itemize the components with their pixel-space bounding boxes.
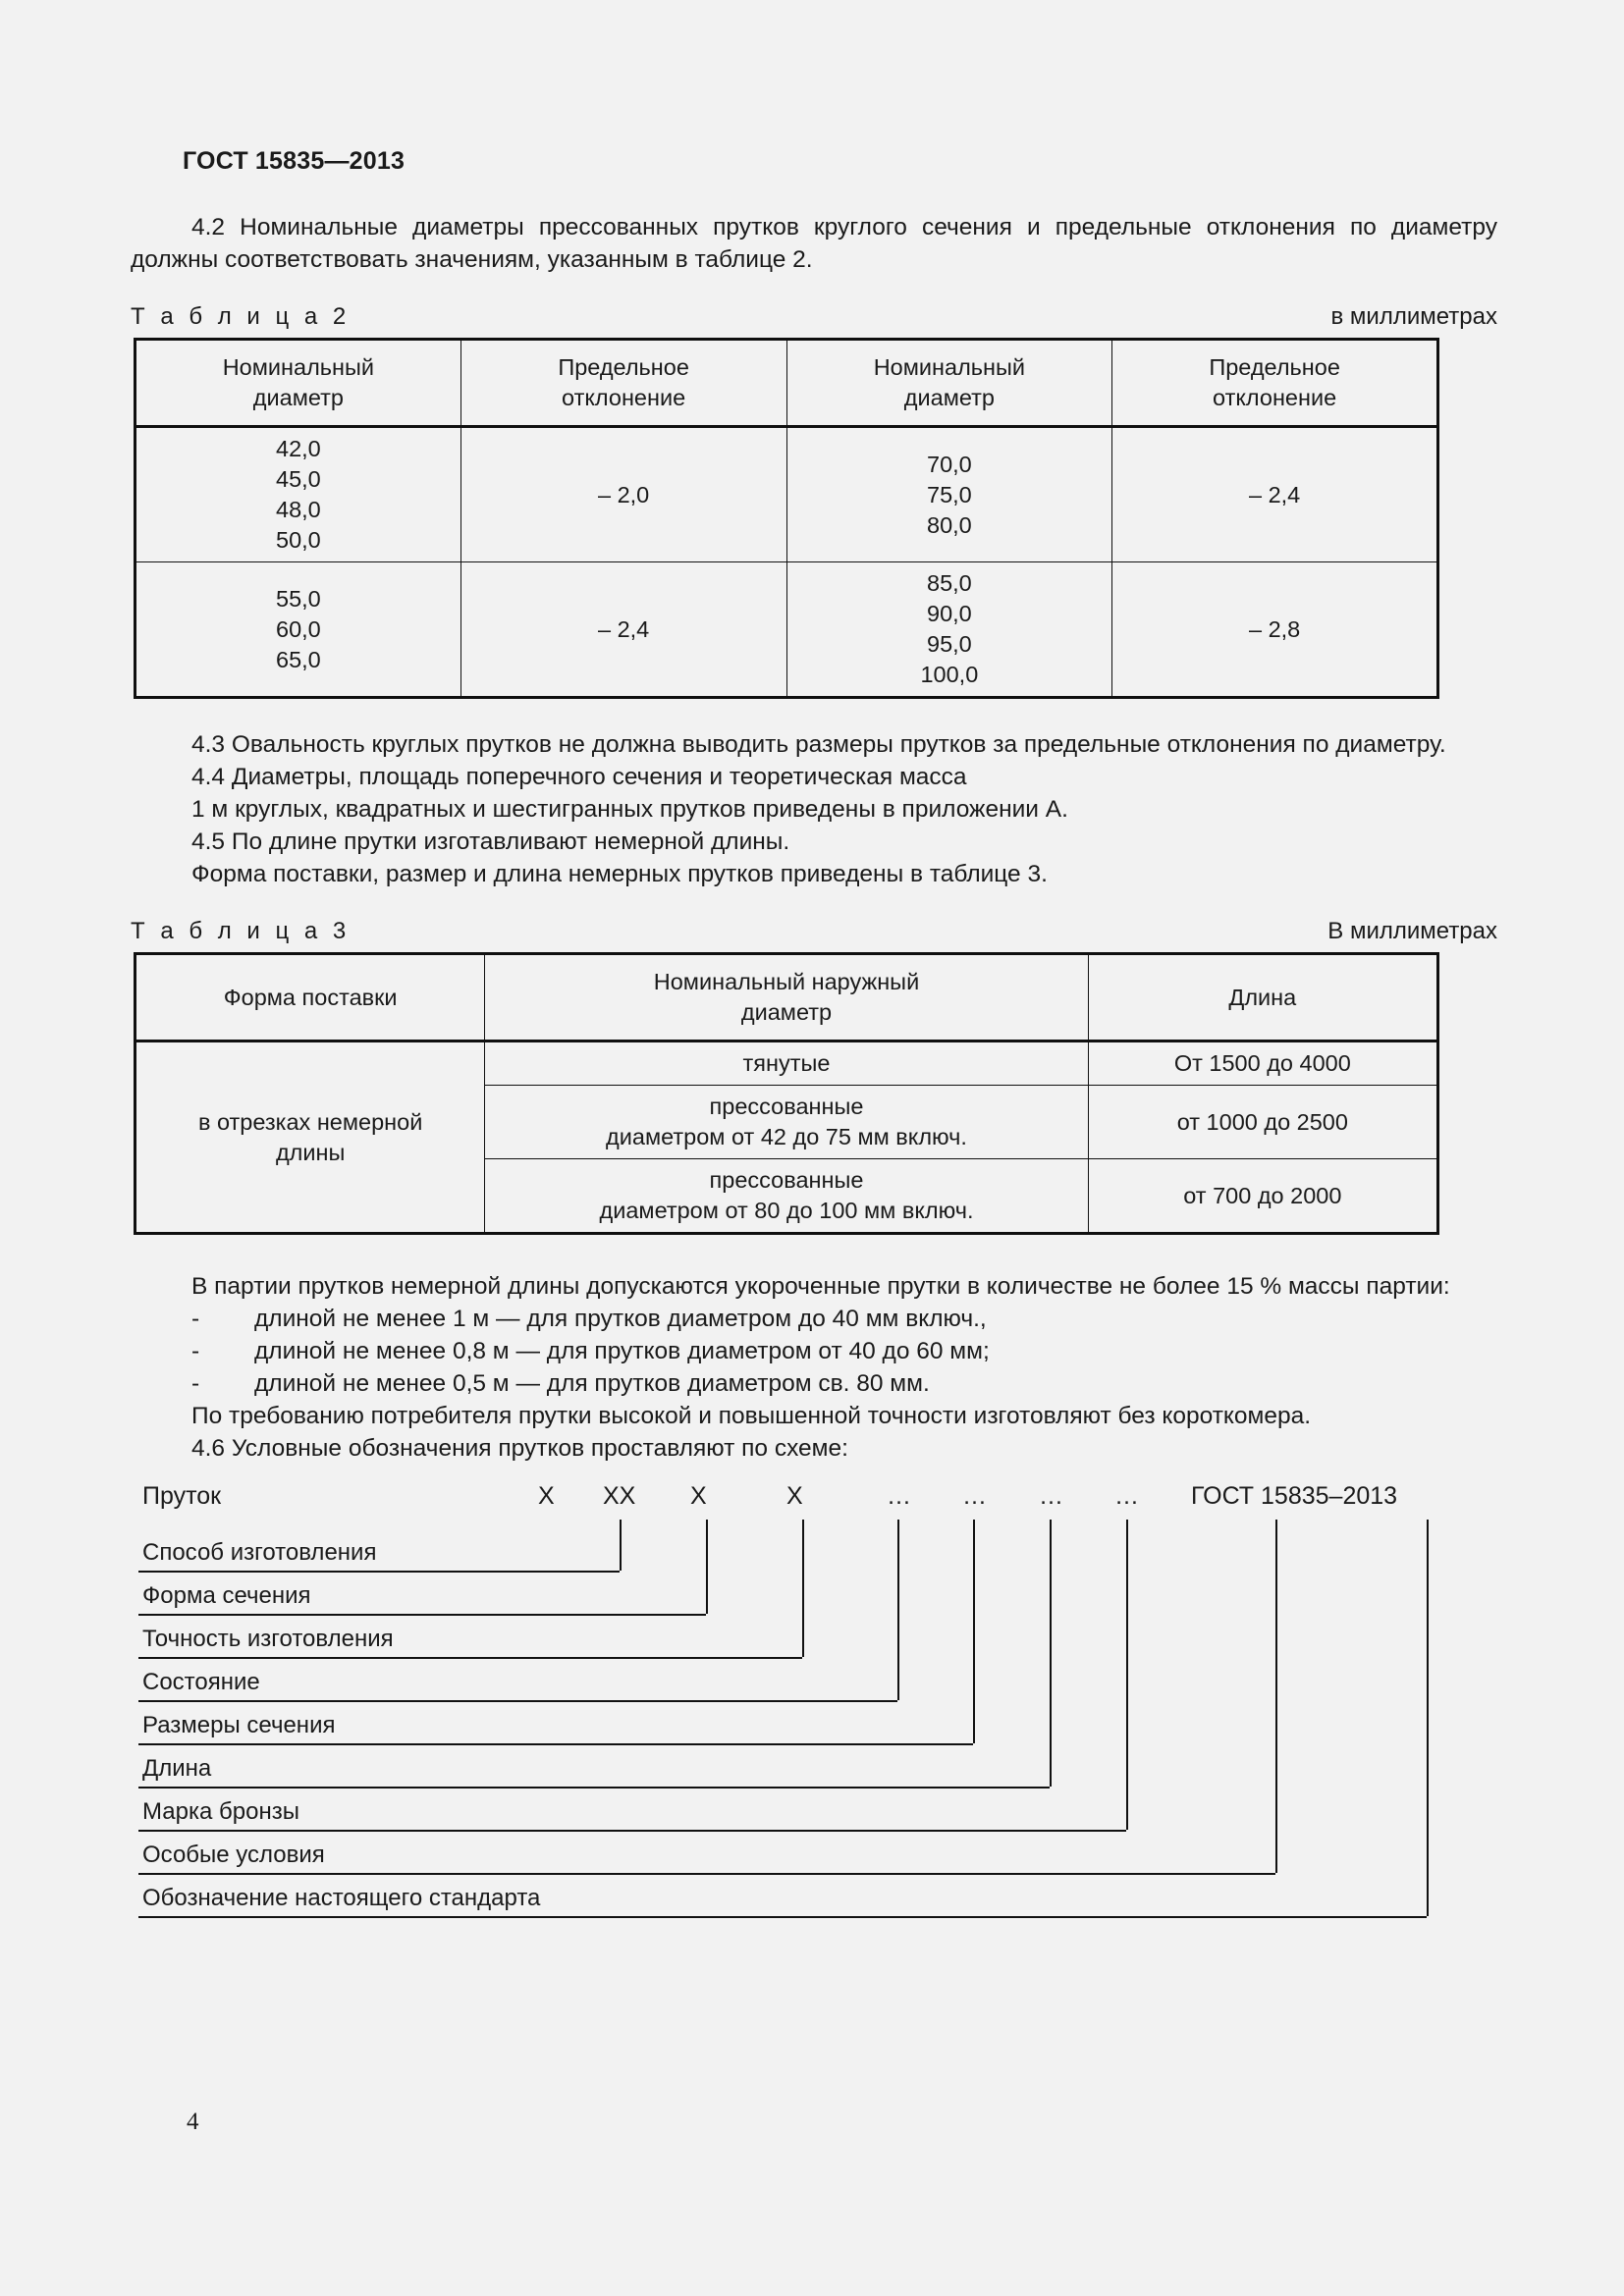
paragraph-customer-text: По требованию потребителя прутки высокой и повышенной точности изготовляют без короткомера.	[191, 1403, 1312, 1429]
table2-r2-right-deviation: – 2,8	[1112, 562, 1438, 698]
schema-underline-8	[138, 1873, 1275, 1875]
table3-form-cell	[135, 1041, 485, 1234]
table2-r1-left-deviation: – 2,0	[460, 427, 786, 562]
value: 75,0	[927, 481, 972, 507]
schema-label-4: Состояние	[142, 1669, 260, 1695]
value: 50,0	[276, 527, 321, 553]
table3-r2-length: от 1000 до 2500	[1088, 1086, 1437, 1159]
table2-header-cell-2-line2: отклонение	[562, 385, 686, 410]
table3-header-cell-2	[485, 954, 1088, 1041]
value: 100,0	[920, 662, 979, 687]
value: 60,0	[276, 615, 321, 642]
table3-header-cell-3	[1088, 954, 1437, 1041]
schema-symbol-7: …	[1039, 1482, 1063, 1510]
paragraph-4-3-text: 4.3 Овальность круглых прутков не должна выводить размеры прутков за предельные отклонения по диаметру.	[191, 731, 1446, 758]
table3-r3-diameter	[485, 1159, 1088, 1234]
paragraph-4-4-line1	[131, 761, 1497, 793]
table3-caption: Т а б л и ц а 3	[131, 918, 351, 944]
schema-connector-v-9	[1427, 1520, 1429, 1916]
table2-header-cell-4-line2: отклонение	[1213, 385, 1337, 410]
table3-r1-diameter	[485, 1041, 1088, 1086]
table2-r2-left-deviation: – 2,4	[460, 562, 786, 698]
list-item	[131, 1367, 1497, 1400]
schema-label-3: Точность изготовления	[142, 1626, 394, 1652]
table3-form-cell-line2: длины	[275, 1139, 346, 1165]
schema-underline-5	[138, 1743, 973, 1745]
paragraph-4-5-line1-text: 4.5 По длине прутки изготавливают немерной длины.	[191, 828, 790, 855]
schema-underline-9	[138, 1916, 1427, 1918]
paragraph-4-5-line2	[131, 858, 1497, 890]
schema-label-9: Обозначение настоящего стандарта	[142, 1885, 541, 1911]
table2-header-cell-1-line2: диаметр	[252, 385, 344, 410]
table2-header-cell-4	[1112, 340, 1438, 427]
schema-underline-2	[138, 1614, 706, 1616]
table2-r2-right-diameters	[786, 562, 1112, 698]
paragraph-batch	[131, 1270, 1497, 1303]
paragraph-4-4-line2	[131, 793, 1497, 826]
paragraph-4-6-text: 4.6 Условные обозначения прутков проставляют по схеме:	[191, 1435, 848, 1462]
table-row	[135, 562, 1438, 698]
table2-units: в миллиметрах	[1330, 303, 1497, 330]
dash-marker: -	[191, 1306, 200, 1332]
list-item-text: длиной не менее 0,8 м — для прутков диаметром от 40 до 60 мм;	[254, 1338, 990, 1364]
table2-header-cell-3-line1: Номинальный	[873, 354, 1026, 380]
table2-header-cell-3-line2: диаметр	[903, 385, 995, 410]
schema-underline-1	[138, 1571, 620, 1573]
table-row	[135, 427, 1438, 562]
table3-header-cell-1-line1: Форма поставки	[223, 984, 398, 1010]
value: тянутые	[742, 1050, 831, 1076]
value: диаметром от 80 до 100 мм включ.	[599, 1198, 974, 1223]
paragraph-batch-text: В партии прутков немерной длины допускаются укороченные прутки в количестве не более 15 % массы партии:	[191, 1273, 1450, 1300]
value: 45,0	[276, 466, 321, 492]
value: 70,0	[927, 451, 972, 477]
schema-label-2: Форма сечения	[142, 1582, 311, 1609]
paragraph-4-4-line1-text: 4.4 Диаметры, площадь поперечного сечения и теоретическая масса	[191, 764, 967, 790]
table2-caption: Т а б л и ц а 2	[131, 303, 351, 330]
table2-caption-row	[131, 303, 1497, 331]
value: прессованные	[709, 1167, 864, 1193]
table3-header-cell-1	[135, 954, 485, 1041]
schema-symbol-4: X	[786, 1482, 803, 1510]
dash-marker: -	[191, 1370, 200, 1397]
document-header: ГОСТ 15835—2013	[183, 147, 406, 175]
designation-schema	[131, 1482, 1497, 1911]
paragraph-customer	[131, 1400, 1497, 1432]
value: 90,0	[927, 601, 972, 626]
schema-symbol-3: X	[690, 1482, 707, 1510]
value: диаметром от 42 до 75 мм включ.	[606, 1124, 967, 1149]
table3-r2-diameter	[485, 1086, 1088, 1159]
table2-r1-right-deviation: – 2,4	[1112, 427, 1438, 562]
schema-underline-7	[138, 1830, 1126, 1832]
table2-r1-left-diameters	[135, 427, 461, 562]
paragraph-4-2	[131, 211, 1497, 276]
schema-standard-label: ГОСТ 15835–2013	[1191, 1482, 1398, 1510]
schema-label-1: Способ изготовления	[142, 1539, 377, 1566]
schema-symbol-8: …	[1114, 1482, 1139, 1510]
schema-label-7: Марка бронзы	[142, 1798, 299, 1825]
table3-header-cell-3-line1: Длина	[1228, 984, 1297, 1010]
dash-marker: -	[191, 1338, 200, 1364]
table3-r3-length: от 700 до 2000	[1088, 1159, 1437, 1234]
table2-header-row	[135, 340, 1438, 427]
table3-header-cell-2-line1: Номинальный наружный	[653, 969, 920, 994]
value: 85,0	[927, 570, 972, 596]
list-item	[131, 1303, 1497, 1335]
schema-symbol-2: XX	[603, 1482, 636, 1510]
table3-r1-length: От 1500 до 4000	[1088, 1041, 1437, 1086]
paragraph-4-4-line2-text: 1 м круглых, квадратных и шестигранных прутков приведены в приложении А.	[191, 796, 1068, 823]
table2-header-cell-1-line1: Номинальный	[222, 354, 375, 380]
schema-connector-v-6	[1050, 1520, 1052, 1787]
list-item	[131, 1335, 1497, 1367]
table3-header-cell-2-line2: диаметр	[740, 999, 833, 1025]
table2-header-cell-1	[135, 340, 461, 427]
schema-symbol-1: X	[538, 1482, 555, 1510]
table2-header-cell-3	[786, 340, 1112, 427]
paragraph-4-2-text: 4.2 Номинальные диаметры прессованных прутков круглого сечения и предельные отклонения по диаметру должны соответствовать значениям, указанным в таблице 2.	[131, 214, 1497, 273]
table3-form-cell-line1: в отрезках немерной	[197, 1108, 423, 1135]
value: 48,0	[276, 497, 321, 522]
table-3	[134, 952, 1439, 1235]
list-item-text: длиной не менее 0,5 м — для прутков диаметром св. 80 мм.	[254, 1370, 930, 1397]
table2-r1-right-diameters	[786, 427, 1112, 562]
table2-header-cell-2-line1: Предельное	[558, 354, 689, 380]
schema-symbol-5: …	[887, 1482, 911, 1510]
schema-connector-v-2	[706, 1520, 708, 1614]
document-content	[131, 211, 1497, 1911]
schema-connector-v-5	[973, 1520, 975, 1743]
table3-units: В миллиметрах	[1327, 918, 1497, 944]
schema-connector-v-8	[1275, 1520, 1277, 1873]
schema-underline-6	[138, 1787, 1050, 1789]
table3-caption-row	[131, 918, 1497, 945]
short-bar-list	[131, 1303, 1497, 1400]
schema-connector-v-1	[620, 1520, 622, 1571]
table2-header-cell-4-line1: Предельное	[1209, 354, 1340, 380]
table3-header-row	[135, 954, 1438, 1041]
schema-symbol-6: …	[962, 1482, 987, 1510]
page-number: 4	[187, 2109, 199, 2135]
schema-label-5: Размеры сечения	[142, 1712, 336, 1738]
paragraph-4-5-line1	[131, 826, 1497, 858]
value: 80,0	[927, 511, 972, 538]
value: 95,0	[927, 631, 972, 657]
paragraph-4-3	[131, 728, 1497, 761]
schema-label-6: Длина	[142, 1755, 212, 1782]
paragraph-4-6	[131, 1432, 1497, 1465]
table2-header-cell-2	[460, 340, 786, 427]
value: 55,0	[276, 585, 321, 612]
paragraph-4-5-line2-text: Форма поставки, размер и длина немерных прутков приведены в таблице 3.	[191, 861, 1048, 887]
schema-underline-4	[138, 1700, 897, 1702]
value: 65,0	[276, 646, 321, 672]
list-item-text: длиной не менее 1 м — для прутков диаметром до 40 мм включ.,	[254, 1306, 987, 1332]
schema-connector-v-3	[802, 1520, 804, 1657]
table2-r2-left-diameters	[135, 562, 461, 698]
schema-underline-3	[138, 1657, 802, 1659]
schema-connector-v-7	[1126, 1520, 1128, 1830]
table-row	[135, 1041, 1438, 1086]
value: прессованные	[709, 1094, 864, 1119]
value: 42,0	[276, 436, 321, 461]
schema-connector-v-4	[897, 1520, 899, 1700]
schema-product-label: Пруток	[142, 1482, 222, 1510]
schema-label-8: Особые условия	[142, 1842, 325, 1868]
table-2	[134, 338, 1439, 699]
